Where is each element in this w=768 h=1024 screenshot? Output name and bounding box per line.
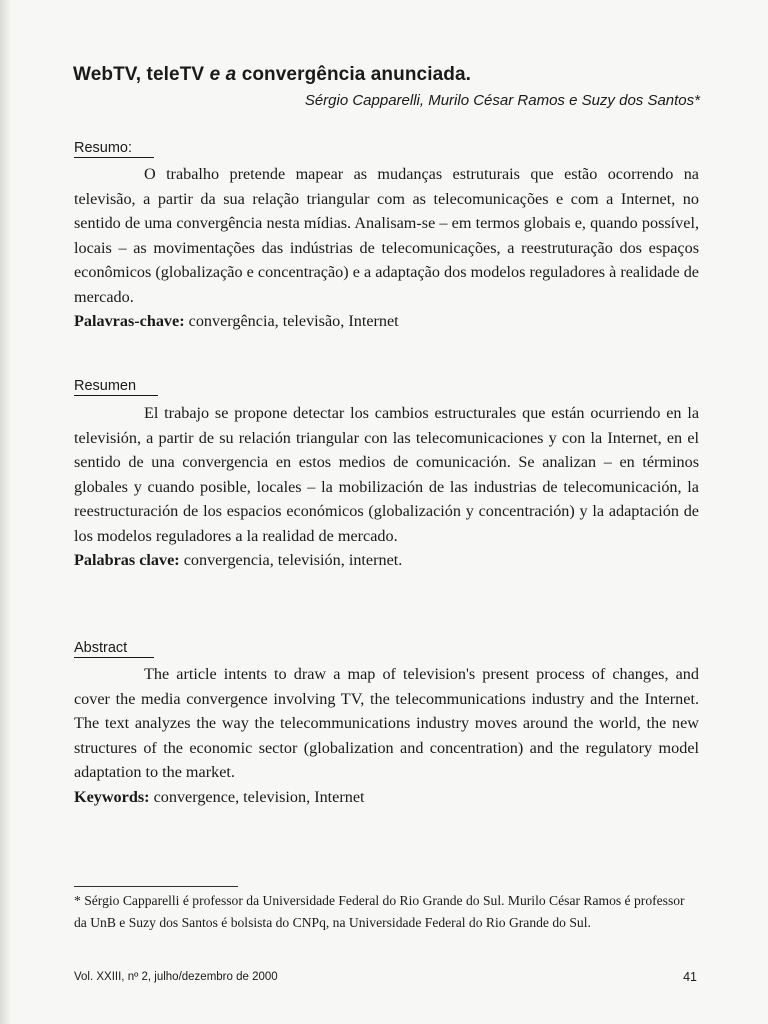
resumen-heading-text: Resumen [74, 378, 137, 394]
resumen-section [74, 401, 699, 573]
abstract-heading [74, 640, 154, 658]
page-edge [0, 0, 10, 1024]
abstract-heading-text: Abstract [74, 640, 128, 656]
resumo-text: O trabalho pretende mapear as mudanças estruturais que estão ocorrendo na televisão, a partir da sua relação triangular com as telecomunicações e com a Internet, no sentido de uma convergência nesta mídias. Analisam-se – em termos globais e, quando possível, locais – as movimentações das indústrias de telecomunicações, a reestruturação dos espaços econômicos (globalização e concentração) e a adaptação dos modelos reguladores à realidade de mercado. [74, 165, 699, 306]
resumo-heading [74, 140, 154, 158]
resumo-heading-rule [74, 157, 154, 158]
abstract-text: The article intents to draw a map of television's present process of changes, and cover the media convergence involving TV, the telecommunications industry and the Internet. The text analyzes the way the telecommunications industry moves around the world, the new structures of the economic sector (globalization and concentration) and the regulatory model adaptation to the market. [74, 665, 699, 781]
page-number: 41 [683, 970, 697, 984]
article-title: WebTV, teleTV e a convergência anunciada. [73, 64, 472, 85]
resumo-keywords: Palavras-chave: convergência, televisão, Internet [74, 312, 399, 330]
abstract-heading-rule [74, 657, 154, 658]
resumen-text: El trabajo se propone detectar los cambios estructurales que están ocurriendo en la televisión, a partir de su relación triangular con las telecomunicaciones y con la Internet, en el sentido de una convergencia en estos medios de comunicación. Se analizan – en términos globales y cuando posible, locales – la mobilización de las industrias de telecomunicación, la reestructuración de los espacios económicos (globalización y concentración) y la adaptación de los modelos reguladores a la realidad de mercado. [74, 404, 699, 545]
resumo-section [74, 162, 699, 334]
author-footnote: * Sérgio Capparelli é professor da Universidade Federal do Rio Grande do Sul. Murilo César Ramos é professor da UnB e Suzy dos Santos é bolsista do CNPq, na Universidade Federal do Rio Grande do Sul. [74, 893, 685, 930]
resumen-heading-rule [74, 395, 158, 396]
resumo-heading-text: Resumo: [74, 140, 133, 156]
abstract-keywords: Keywords: convergence, television, Internet [74, 787, 365, 806]
abstract-section [74, 662, 699, 809]
article-authors: Sérgio Capparelli, Murilo César Ramos e Suzy dos Santos* [304, 92, 700, 109]
resumen-heading [74, 378, 158, 396]
footnote-divider [74, 886, 238, 887]
resumen-keywords: Palabras clave: convergencia, televisión, internet. [74, 551, 403, 569]
journal-issue: Vol. XXIII, nº 2, julho/dezembro de 2000 [74, 971, 278, 983]
